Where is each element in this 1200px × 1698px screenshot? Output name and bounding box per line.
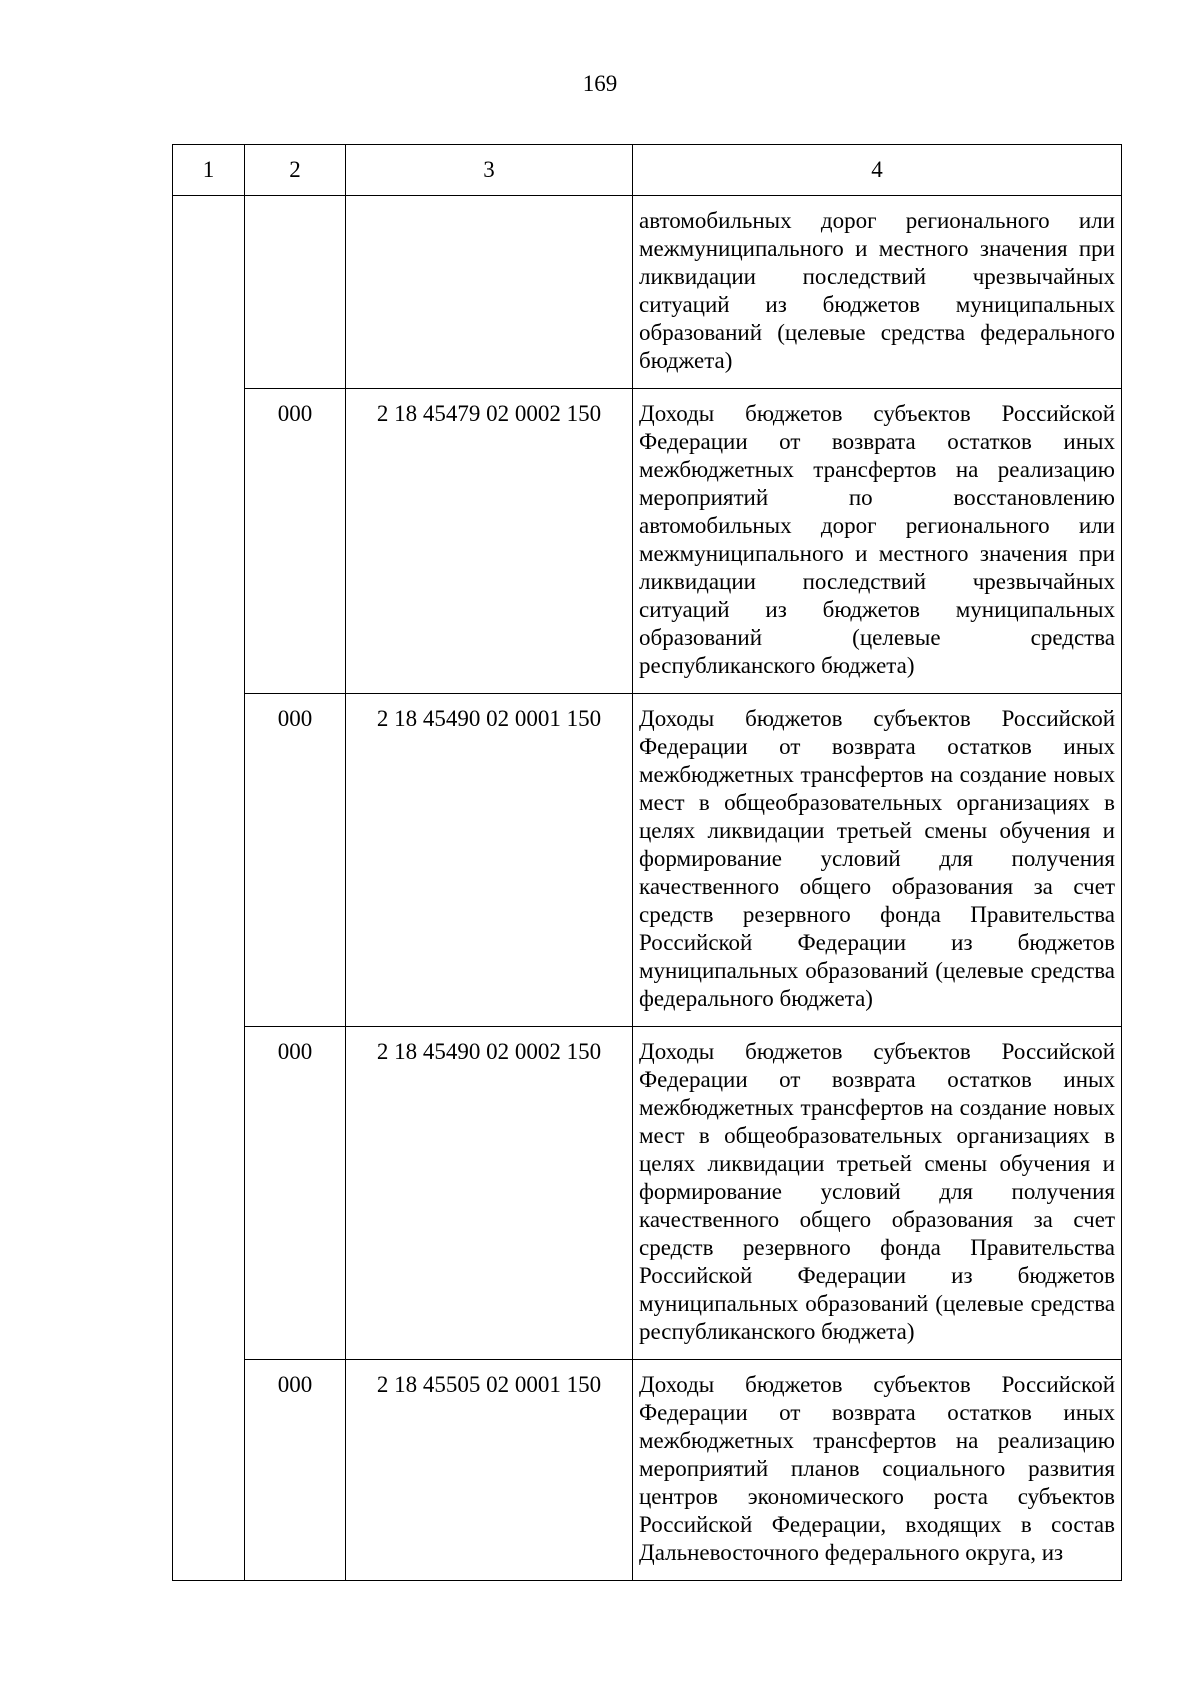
admin-code-cell: 000 (245, 1027, 346, 1360)
income-name-cell: Доходы бюджетов субъектов Российской Федерации от возврата остатков иных межбюджетных трансфертов на создание новых мест в общеобразовательных организациях в целях ликвидации третьей смены обучения и формирование условий для получения качественного общего образования за счет средств резервного фонда Правительства Российской Федерации из бюджетов муниципальных образований (целевые средства федерального бюджета) (633, 694, 1122, 1027)
table-row (173, 196, 1122, 389)
group-cell (173, 196, 245, 1581)
admin-code-cell (245, 196, 346, 389)
header-col-1: 1 (173, 145, 245, 196)
table-row (173, 389, 1122, 694)
income-name-cell: автомобильных дорог регионального или межмуниципального и местного значения при ликвидации последствий чрезвычайных ситуаций из бюджетов муниципальных образований (целевые средства федерального бюджета) (633, 196, 1122, 389)
table-row (173, 694, 1122, 1027)
income-code-cell: 2 18 45490 02 0001 150 (346, 694, 633, 1027)
table-row (173, 1360, 1122, 1581)
page-number: 169 (582, 71, 618, 96)
income-name-cell: Доходы бюджетов субъектов Российской Федерации от возврата остатков иных межбюджетных трансфертов на реализацию мероприятий по восстановлению автомобильных дорог регионального или межмуниципального и местного значения при ликвидации последствий чрезвычайных ситуаций из бюджетов муниципальных образований (целевые средства республиканского бюджета) (633, 389, 1122, 694)
income-name-cell: Доходы бюджетов субъектов Российской Федерации от возврата остатков иных межбюджетных трансфертов на реализацию мероприятий планов социального развития центров экономического роста субъектов Российской Федерации, входящих в состав Дальневосточного федерального округа, из (633, 1360, 1122, 1581)
admin-code-cell: 000 (245, 389, 346, 694)
header-row (173, 145, 1122, 196)
income-name-cell: Доходы бюджетов субъектов Российской Федерации от возврата остатков иных межбюджетных трансфертов на создание новых мест в общеобразовательных организациях в целях ликвидации третьей смены обучения и формирование условий для получения качественного общего образования за счет средств резервного фонда Правительства Российской Федерации из бюджетов муниципальных образований (целевые средства республиканского бюджета) (633, 1027, 1122, 1360)
table-row (173, 1027, 1122, 1360)
income-code-cell: 2 18 45505 02 0001 150 (346, 1360, 633, 1581)
income-code-cell (346, 196, 633, 389)
header-col-3: 3 (346, 145, 633, 196)
header-col-2: 2 (245, 145, 346, 196)
income-code-cell: 2 18 45479 02 0002 150 (346, 389, 633, 694)
admin-code-cell: 000 (245, 1360, 346, 1581)
income-code-cell: 2 18 45490 02 0002 150 (346, 1027, 633, 1360)
header-col-4: 4 (633, 145, 1122, 196)
admin-code-cell: 000 (245, 694, 346, 1027)
budget-table (172, 144, 1122, 1581)
